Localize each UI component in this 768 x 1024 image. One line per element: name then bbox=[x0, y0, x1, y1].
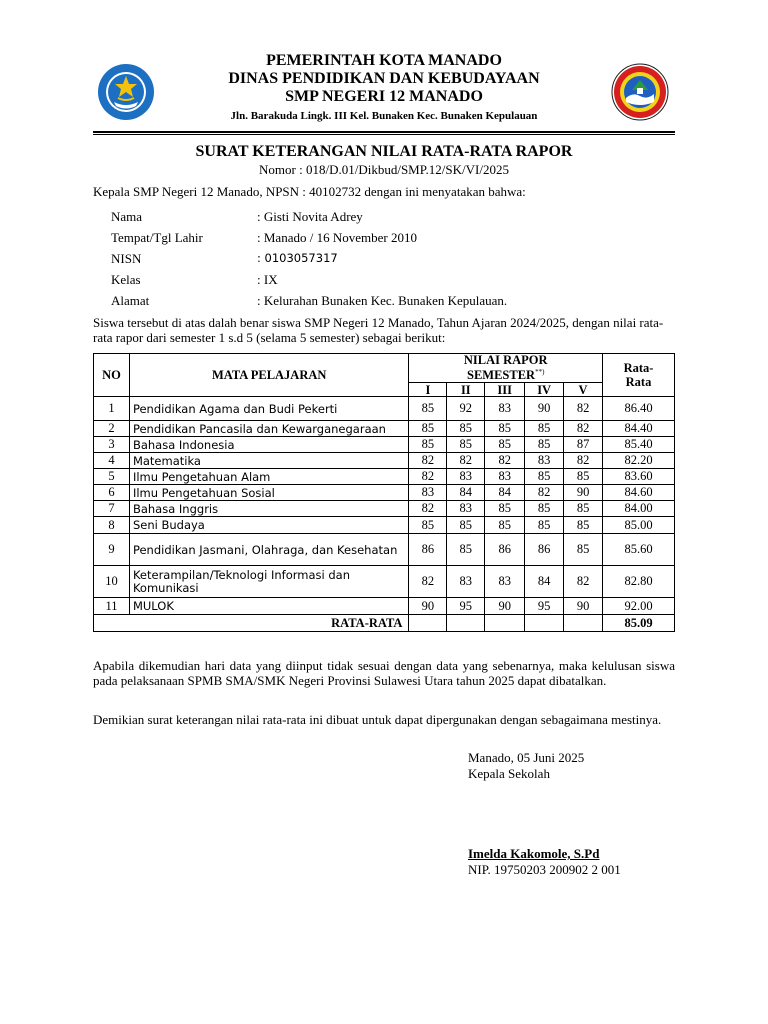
row-average: 82.80 bbox=[603, 566, 675, 598]
row-subject: Matematika bbox=[129, 453, 408, 469]
row-sem-3: 85 bbox=[485, 437, 525, 453]
row-sem-4: 86 bbox=[525, 534, 564, 566]
table-row bbox=[94, 501, 675, 517]
row-sem-1: 83 bbox=[409, 485, 447, 501]
row-sem-4: 84 bbox=[525, 566, 564, 598]
header-nilai-semester: SEMESTER bbox=[467, 368, 536, 383]
table-row bbox=[94, 566, 675, 598]
row-sem-3: 85 bbox=[485, 421, 525, 437]
row-no: 5 bbox=[94, 469, 130, 485]
row-sem-2: 85 bbox=[447, 517, 485, 534]
student-address-label: Alamat bbox=[111, 293, 150, 308]
table-row bbox=[94, 453, 675, 469]
row-sem-5: 90 bbox=[564, 598, 603, 615]
row-sem-1: 82 bbox=[409, 453, 447, 469]
row-sem-3: 83 bbox=[485, 397, 525, 421]
student-name-value: : Gisti Novita Adrey bbox=[257, 209, 363, 224]
row-average: 85.00 bbox=[603, 517, 675, 534]
row-subject: Bahasa Inggris bbox=[129, 501, 408, 517]
row-sem-1: 85 bbox=[409, 421, 447, 437]
row-no: 9 bbox=[94, 534, 130, 566]
row-average: 82.20 bbox=[603, 453, 675, 469]
header-nilai-rapor bbox=[409, 354, 603, 383]
student-nisn-label: NISN bbox=[111, 251, 142, 266]
header-semester-4: IV bbox=[525, 383, 564, 397]
row-average: 86.40 bbox=[603, 397, 675, 421]
closing-paragraph: Demikian surat keterangan nilai rata-rata ini dibuat untuk dapat dipergunakan dengan sebagaimana mestinya. bbox=[93, 712, 662, 727]
row-no: 6 bbox=[94, 485, 130, 501]
row-sem-3: 83 bbox=[485, 566, 525, 598]
table-row bbox=[94, 485, 675, 501]
row-sem-1: 86 bbox=[409, 534, 447, 566]
student-class-label: Kelas bbox=[111, 272, 141, 287]
student-class-row bbox=[111, 271, 507, 292]
row-sem-4: 85 bbox=[525, 517, 564, 534]
row-average: 84.60 bbox=[603, 485, 675, 501]
letterhead-school: SMP NEGERI 12 MANADO bbox=[285, 88, 483, 105]
student-name-label: Nama bbox=[111, 209, 143, 224]
row-sem-3: 84 bbox=[485, 485, 525, 501]
row-sem-4: 90 bbox=[525, 397, 564, 421]
row-sem-1: 82 bbox=[409, 501, 447, 517]
row-sem-4: 82 bbox=[525, 485, 564, 501]
row-subject: Pendidikan Pancasila dan Kewarganegaraan bbox=[129, 421, 408, 437]
row-average: 85.40 bbox=[603, 437, 675, 453]
row-subject: MULOK bbox=[129, 598, 408, 615]
row-sem-5: 85 bbox=[564, 517, 603, 534]
row-subject: Pendidikan Jasmani, Olahraga, dan Kesehatan bbox=[129, 534, 408, 566]
signature-nip: NIP. 19750203 200902 2 001 bbox=[468, 862, 621, 877]
student-address-value: : Kelurahan Bunaken Kec. Bunaken Kepulauan. bbox=[257, 293, 508, 308]
letter-intro: Kepala SMP Negeri 12 Manado, NPSN : 40102732 dengan ini menyatakan bahwa: bbox=[93, 184, 526, 199]
letter-number: Nomor : 018/D.01/Dikbud/SMP.12/SK/VI/2025 bbox=[259, 162, 509, 177]
row-average: 92.00 bbox=[603, 598, 675, 615]
disclaimer-paragraph: Apabila dikemudian hari data yang diinput tidak sesuai dengan data yang sebenarnya, maka kelulusan siswa pada pelaksanaan SPMB SMA/SMK Negeri Provinsi Sulawesi Utara tahun 2025 dapat dibatalkan. bbox=[93, 658, 675, 688]
table-row bbox=[94, 397, 675, 421]
table-row bbox=[94, 517, 675, 534]
row-sem-2: 83 bbox=[447, 501, 485, 517]
student-nisn-value: : 0103057317 bbox=[257, 251, 338, 265]
row-subject: Keterampilan/Teknologi Informasi dan Komunikasi bbox=[129, 566, 408, 598]
row-no: 3 bbox=[94, 437, 130, 453]
row-sem-3: 83 bbox=[485, 469, 525, 485]
row-no: 4 bbox=[94, 453, 130, 469]
student-birth-label: Tempat/Tgl Lahir bbox=[111, 230, 203, 245]
row-sem-3: 85 bbox=[485, 501, 525, 517]
row-sem-2: 85 bbox=[447, 437, 485, 453]
row-sem-2: 85 bbox=[447, 421, 485, 437]
row-average: 84.40 bbox=[603, 421, 675, 437]
row-sem-5: 82 bbox=[564, 397, 603, 421]
row-sem-5: 82 bbox=[564, 566, 603, 598]
header-subject: MATA PELAJARAN bbox=[129, 354, 408, 397]
student-class-value: : IX bbox=[257, 272, 278, 287]
signature-name: Imelda Kakomole, S.Pd bbox=[468, 846, 600, 861]
total-empty-4 bbox=[525, 615, 564, 632]
row-average: 85.60 bbox=[603, 534, 675, 566]
row-sem-2: 83 bbox=[447, 469, 485, 485]
student-name-row bbox=[111, 208, 507, 229]
letterhead-address: Jln. Barakuda Lingk. III Kel. Bunaken Kec. Bunaken Kepulauan bbox=[230, 110, 538, 122]
row-no: 1 bbox=[94, 397, 130, 421]
header-nilai-line1: NILAI RAPOR bbox=[463, 353, 548, 368]
total-empty-5 bbox=[564, 615, 603, 632]
row-sem-1: 82 bbox=[409, 566, 447, 598]
row-subject: Pendidikan Agama dan Budi Pekerti bbox=[129, 397, 408, 421]
row-sem-2: 95 bbox=[447, 598, 485, 615]
row-sem-1: 85 bbox=[409, 397, 447, 421]
student-birth-value: : Manado / 16 November 2010 bbox=[257, 230, 417, 245]
letterhead-divider-thin bbox=[93, 134, 675, 135]
total-empty-1 bbox=[409, 615, 447, 632]
school-logo bbox=[610, 62, 670, 122]
row-subject: Ilmu Pengetahuan Sosial bbox=[129, 485, 408, 501]
total-row bbox=[94, 615, 675, 632]
row-no: 11 bbox=[94, 598, 130, 615]
row-sem-5: 87 bbox=[564, 437, 603, 453]
letter-title: SURAT KETERANGAN NILAI RATA-RATA RAPOR bbox=[195, 143, 573, 160]
table-row bbox=[94, 437, 675, 453]
row-sem-5: 82 bbox=[564, 421, 603, 437]
row-sem-3: 90 bbox=[485, 598, 525, 615]
student-birth-row bbox=[111, 229, 507, 250]
row-no: 7 bbox=[94, 501, 130, 517]
row-sem-2: 84 bbox=[447, 485, 485, 501]
row-average: 84.00 bbox=[603, 501, 675, 517]
row-sem-1: 85 bbox=[409, 437, 447, 453]
row-sem-5: 82 bbox=[564, 453, 603, 469]
row-no: 8 bbox=[94, 517, 130, 534]
student-address-row bbox=[111, 292, 507, 313]
row-sem-4: 85 bbox=[525, 501, 564, 517]
row-average: 83.60 bbox=[603, 469, 675, 485]
row-sem-5: 85 bbox=[564, 501, 603, 517]
tut-wuri-handayani-logo bbox=[96, 62, 156, 122]
row-sem-2: 92 bbox=[447, 397, 485, 421]
grades-table bbox=[93, 353, 675, 632]
header-semester-5: V bbox=[564, 383, 603, 397]
letterhead bbox=[150, 52, 618, 124]
row-sem-3: 85 bbox=[485, 517, 525, 534]
row-no: 10 bbox=[94, 566, 130, 598]
row-sem-5: 85 bbox=[564, 534, 603, 566]
row-sem-1: 90 bbox=[409, 598, 447, 615]
row-sem-1: 82 bbox=[409, 469, 447, 485]
student-info bbox=[111, 208, 507, 313]
row-sem-5: 90 bbox=[564, 485, 603, 501]
row-sem-4: 85 bbox=[525, 421, 564, 437]
row-subject: Seni Budaya bbox=[129, 517, 408, 534]
signature-position: Kepala Sekolah bbox=[468, 766, 550, 781]
row-sem-4: 95 bbox=[525, 598, 564, 615]
table-row bbox=[94, 598, 675, 615]
row-sem-4: 85 bbox=[525, 437, 564, 453]
statement-paragraph: Siswa tersebut di atas dalah benar siswa SMP Negeri 12 Manado, Tahun Ajaran 2024/2025, dengan nilai rata-rata rapor dari semester 1 s.d 5 (selama 5 semester) sebagai berikut: bbox=[93, 315, 664, 345]
row-sem-5: 85 bbox=[564, 469, 603, 485]
header-average: Rata-Rata bbox=[603, 354, 675, 397]
total-empty-2 bbox=[447, 615, 485, 632]
table-row bbox=[94, 469, 675, 485]
student-nisn-row bbox=[111, 250, 507, 271]
header-no: NO bbox=[94, 354, 130, 397]
row-sem-2: 83 bbox=[447, 566, 485, 598]
row-no: 2 bbox=[94, 421, 130, 437]
total-label: RATA-RATA bbox=[94, 615, 409, 632]
row-sem-1: 85 bbox=[409, 517, 447, 534]
table-row bbox=[94, 534, 675, 566]
row-sem-3: 86 bbox=[485, 534, 525, 566]
row-subject: Ilmu Pengetahuan Alam bbox=[129, 469, 408, 485]
row-sem-2: 85 bbox=[447, 534, 485, 566]
row-sem-2: 82 bbox=[447, 453, 485, 469]
header-semester-3: III bbox=[485, 383, 525, 397]
table-row bbox=[94, 421, 675, 437]
header-nilai-line2 bbox=[412, 366, 599, 381]
total-value: 85.09 bbox=[603, 615, 675, 632]
total-empty-3 bbox=[485, 615, 525, 632]
letterhead-divider-thick bbox=[93, 131, 675, 133]
signature-block bbox=[468, 750, 621, 878]
signature-place-date: Manado, 05 Juni 2025 bbox=[468, 750, 585, 765]
row-sem-4: 85 bbox=[525, 469, 564, 485]
row-sem-4: 83 bbox=[525, 453, 564, 469]
header-semester-2: II bbox=[447, 383, 485, 397]
letterhead-government: PEMERINTAH KOTA MANADO bbox=[266, 52, 502, 69]
letterhead-department: DINAS PENDIDIKAN DAN KEBUDAYAAN bbox=[228, 70, 540, 87]
header-nilai-footnote: **) bbox=[535, 368, 545, 377]
row-subject: Bahasa Indonesia bbox=[129, 437, 408, 453]
header-semester-1: I bbox=[409, 383, 447, 397]
row-sem-3: 82 bbox=[485, 453, 525, 469]
